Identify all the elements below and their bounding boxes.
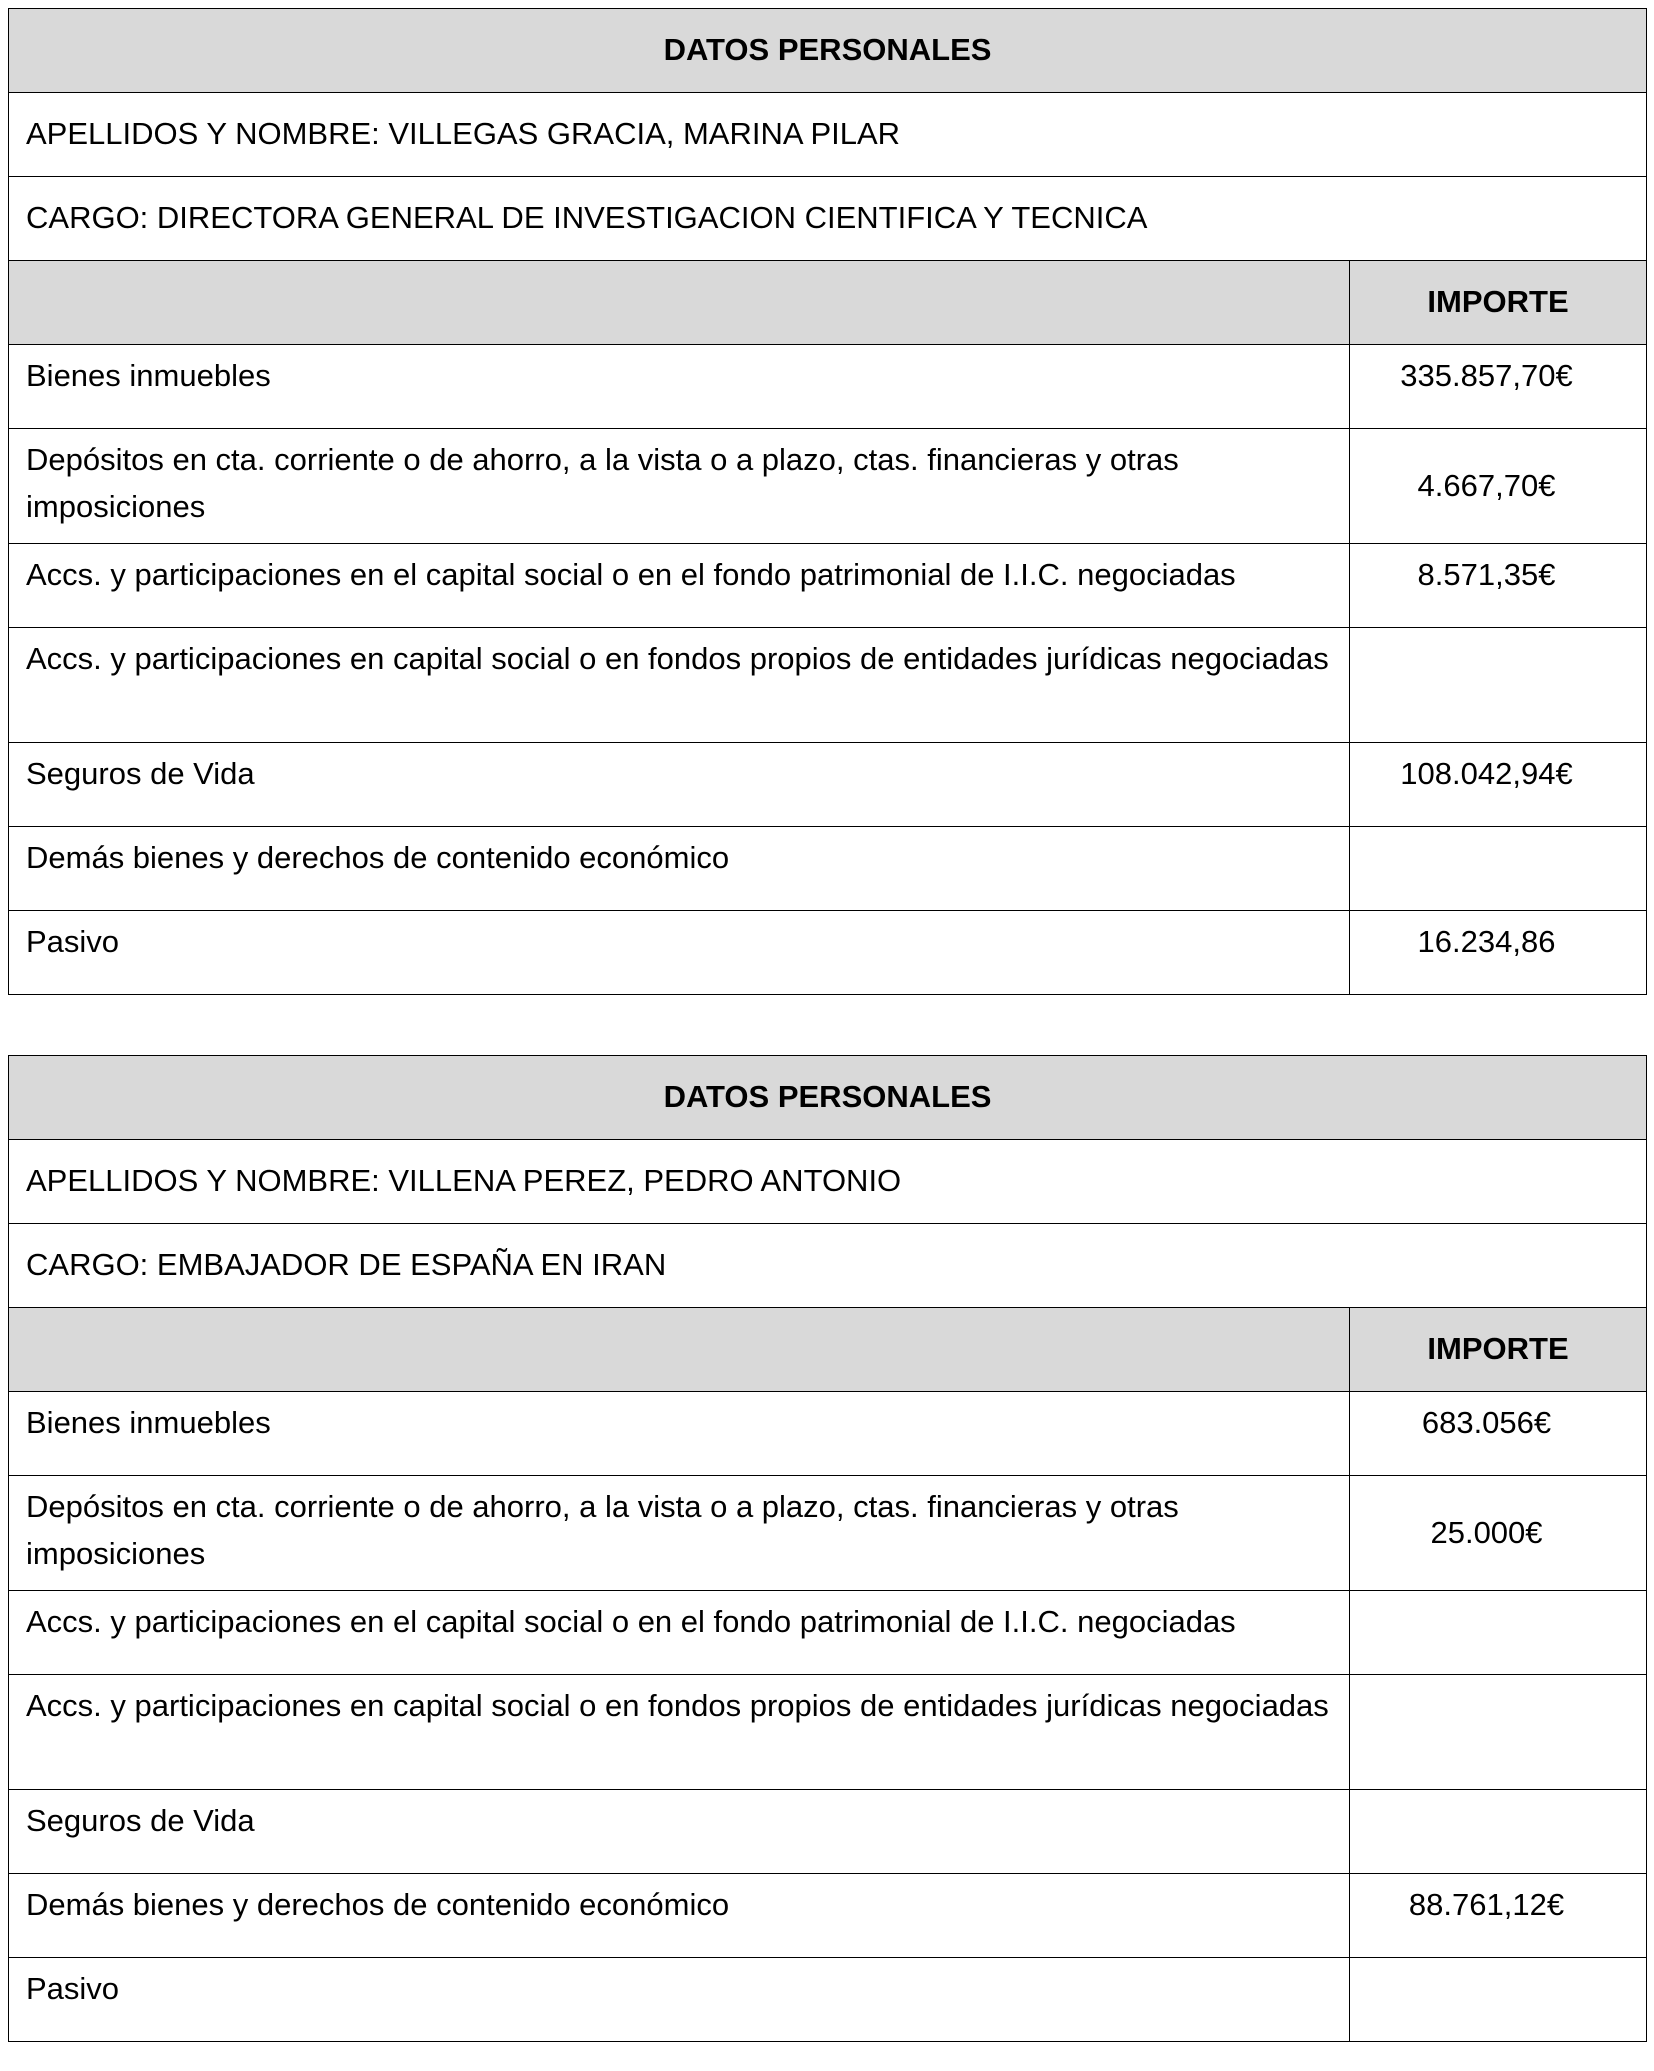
- table-row: [9, 911, 1647, 995]
- table-row: [9, 345, 1647, 429]
- table-row: [9, 1958, 1647, 2042]
- name-row: [9, 1140, 1647, 1224]
- amount-cell: [1350, 1675, 1647, 1790]
- declaration-table-1: [8, 8, 1647, 995]
- concept-cell: Accs. y participaciones en capital social o en fondos propios de entidades jurídicas negociadas: [9, 1675, 1350, 1790]
- table-row: [9, 1790, 1647, 1874]
- cargo-row: [9, 177, 1647, 261]
- position-line: CARGO: DIRECTORA GENERAL DE INVESTIGACION CIENTIFICA Y TECNICA: [9, 177, 1647, 261]
- table-row: [9, 1392, 1647, 1476]
- amount-cell: 108.042,94€: [1350, 743, 1647, 827]
- section-header: DATOS PERSONALES: [9, 1056, 1647, 1140]
- column-header-row: [9, 261, 1647, 345]
- blank-header-cell: [9, 1308, 1350, 1392]
- header-row: [9, 9, 1647, 93]
- table-row: [9, 429, 1647, 544]
- amount-cell: [1350, 827, 1647, 911]
- declaration-table-2: [8, 1055, 1647, 2042]
- amount-cell: 683.056€: [1350, 1392, 1647, 1476]
- cargo-row: [9, 1224, 1647, 1308]
- amount-cell: [1350, 1958, 1647, 2042]
- amount-cell: [1350, 1591, 1647, 1675]
- section-header: DATOS PERSONALES: [9, 9, 1647, 93]
- name-row: [9, 93, 1647, 177]
- concept-cell: Seguros de Vida: [9, 743, 1350, 827]
- table-row: [9, 544, 1647, 628]
- concept-cell: Demás bienes y derechos de contenido económico: [9, 1874, 1350, 1958]
- concept-cell: Bienes inmuebles: [9, 345, 1350, 429]
- concept-cell: Depósitos en cta. corriente o de ahorro, a la vista o a plazo, ctas. financieras y otras imposiciones: [9, 429, 1350, 544]
- amount-cell: 88.761,12€: [1350, 1874, 1647, 1958]
- table-row: [9, 1476, 1647, 1591]
- table-row: [9, 1675, 1647, 1790]
- header-row: [9, 1056, 1647, 1140]
- table-row: [9, 1591, 1647, 1675]
- amount-column-header: IMPORTE: [1350, 261, 1647, 345]
- amount-cell: [1350, 628, 1647, 743]
- full-name-line: APELLIDOS Y NOMBRE: VILLEGAS GRACIA, MARINA PILAR: [9, 93, 1647, 177]
- table-row: [9, 827, 1647, 911]
- concept-cell: Accs. y participaciones en el capital social o en el fondo patrimonial de I.I.C. negociadas: [9, 1591, 1350, 1675]
- amount-cell: 16.234,86: [1350, 911, 1647, 995]
- concept-cell: Bienes inmuebles: [9, 1392, 1350, 1476]
- column-header-row: [9, 1308, 1647, 1392]
- position-line: CARGO: EMBAJADOR DE ESPAÑA EN IRAN: [9, 1224, 1647, 1308]
- concept-cell: Seguros de Vida: [9, 1790, 1350, 1874]
- concept-cell: Pasivo: [9, 911, 1350, 995]
- table-row: [9, 628, 1647, 743]
- amount-cell: 8.571,35€: [1350, 544, 1647, 628]
- table-row: [9, 1874, 1647, 1958]
- concept-cell: Accs. y participaciones en capital social o en fondos propios de entidades jurídicas negociadas: [9, 628, 1350, 743]
- concept-cell: Demás bienes y derechos de contenido económico: [9, 827, 1350, 911]
- amount-cell: 335.857,70€: [1350, 345, 1647, 429]
- amount-cell: 4.667,70€: [1350, 429, 1647, 544]
- amount-column-header: IMPORTE: [1350, 1308, 1647, 1392]
- concept-cell: Depósitos en cta. corriente o de ahorro, a la vista o a plazo, ctas. financieras y otras imposiciones: [9, 1476, 1350, 1591]
- concept-cell: Pasivo: [9, 1958, 1350, 2042]
- concept-cell: Accs. y participaciones en el capital social o en el fondo patrimonial de I.I.C. negociadas: [9, 544, 1350, 628]
- blank-header-cell: [9, 261, 1350, 345]
- full-name-line: APELLIDOS Y NOMBRE: VILLENA PEREZ, PEDRO ANTONIO: [9, 1140, 1647, 1224]
- table-row: [9, 743, 1647, 827]
- amount-cell: 25.000€: [1350, 1476, 1647, 1591]
- amount-cell: [1350, 1790, 1647, 1874]
